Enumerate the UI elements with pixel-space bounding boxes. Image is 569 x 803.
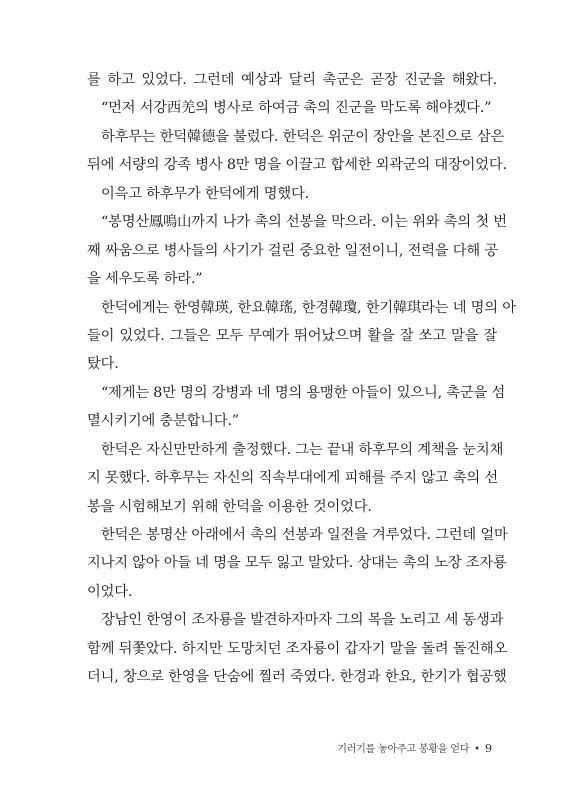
text-line: 탔다.: [87, 356, 119, 373]
text-line: “봉명산鳳鳴山까지 나가 촉의 선봉을 막으라. 이는 위와 촉의 첫 번: [101, 214, 507, 231]
text-line: 를 하고 있었다. 그런데 예상과 달리 촉군은 곧장 진군을 해왔다.: [87, 72, 497, 88]
body-text: [87, 66, 516, 692]
text-line: “제게는 8만 명의 강병과 네 명의 용맹한 아들이 있으니, 촉군을 섬: [101, 384, 506, 401]
text-line: 멸시키기에 충분합니다.”: [87, 413, 239, 430]
text-line: 함께 뒤쫓았다. 하지만 도망치던 조자룡이 갑자기 말을 돌려 돌진해오: [87, 640, 508, 657]
text-line: 지 못했다. 하후무는 자신의 직속부대에게 피해를 주지 않고 촉의 선: [87, 470, 498, 487]
text-line: 하후무는 한덕韓德을 불렀다. 한덕은 위군이 장안을 본진으로 삼은: [101, 128, 505, 145]
text-line: “먼저 서강西羌의 병사로 하여금 촉의 진군을 막도록 해야겠다.”: [101, 100, 492, 117]
text-line: 한덕은 봉명산 아래에서 촉의 선봉과 일전을 겨루었다. 그런데 얼마: [101, 527, 508, 543]
text-line: 이윽고 하후무가 한덕에게 명했다.: [101, 185, 309, 202]
page-number: 9: [484, 741, 492, 755]
page-footer: [337, 740, 492, 755]
text-line: 을 세우도록 하라.”: [87, 271, 203, 288]
text-line: 지나지 않아 아들 네 명을 모두 잃고 말았다. 상대는 촉의 노장 조자룡: [87, 555, 507, 572]
text-line: 째 싸움으로 병사들의 사기가 걸린 중요한 일전이니, 전력을 다해 공: [87, 242, 498, 259]
text-line: 이었다.: [87, 583, 133, 600]
footer-separator: •: [474, 744, 480, 755]
text-line: 봉을 시험해보기 위해 한덕을 이용한 것이었다.: [87, 498, 372, 515]
text-line: 더니, 창으로 한영을 단숨에 찔러 죽였다. 한경과 한요, 한기가 협공했: [87, 669, 507, 686]
text-line: 뒤에 서량의 강족 병사 8만 명을 이끌고 합세한 외곽군의 대장이었다.: [87, 157, 507, 174]
running-title: 기러기를 놓아주고 봉황을 얻다: [337, 744, 470, 755]
text-line: 한덕에게는 한영韓瑛, 한요韓瑤, 한경韓瓊, 한기韓琪라는 네 명의 아: [101, 299, 516, 316]
text-line: 들이 있었다. 그들은 모두 무예가 뛰어났으며 활을 잘 쏘고 말을 잘: [87, 327, 497, 344]
text-line: 한덕은 자신만만하게 출정했다. 그는 끝내 하후무의 계책을 눈치채: [101, 441, 504, 458]
text-line: 장남인 한영이 조자룡을 발견하자마자 그의 목을 노리고 세 동생과: [101, 612, 504, 629]
